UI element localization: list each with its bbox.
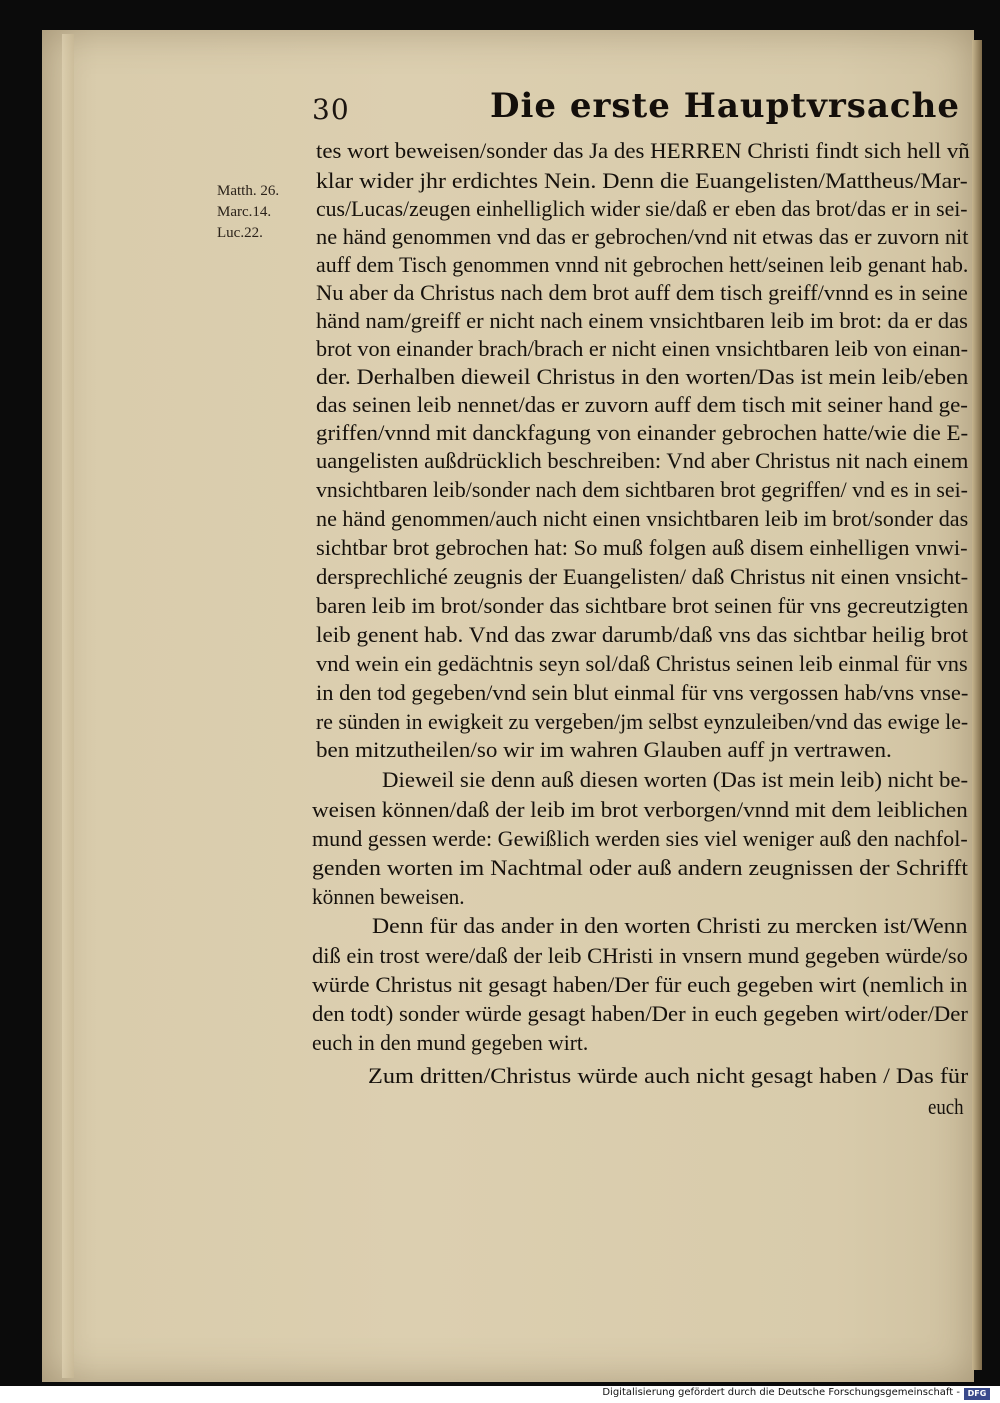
- text-line: leib genent hab. Vnd das zwar darumb/daß vns das sichtbar heilig brot: [316, 622, 969, 647]
- text-line: griffen/vnnd mit danckfagung von einander gebrochen hatte/wie die E-: [316, 420, 969, 445]
- text-line: würde Christus nit gesagt haben/Der für euch gegeben wirt (nemlich in: [312, 972, 968, 997]
- margin-note: Matth. 26.: [217, 183, 280, 199]
- text-line: uangelisten außdrücklich beschreiben: Vnd aber Christus nit nach einem: [316, 448, 969, 473]
- page-number: 30: [312, 93, 350, 126]
- text-line: baren leib im brot/sonder das sichtbare brot seinen für vns gecreutzigten: [316, 593, 969, 618]
- text-line: den todt) sonder würde gesagt haben/Der in euch gegeben wirt/oder/Der: [312, 1001, 968, 1026]
- text-line: weisen können/daß der leib im brot verborgen/vnnd mit dem leiblichen: [312, 797, 968, 822]
- margin-note: Luc.22.: [217, 225, 263, 241]
- text-line: diß ein trost were/daß der leib CHristi in vnsern mund gegeben würde/so: [312, 943, 968, 968]
- text-line: können beweisen.: [312, 884, 465, 909]
- margin-note: Marc.14.: [217, 204, 272, 220]
- text-line: händ nam/greiff er nicht nach einem vnsichtbaren leib im brot: da er das: [316, 308, 968, 333]
- text-line: der. Derhalben dieweil Christus in den worten/Das ist mein leib/eben: [316, 364, 969, 389]
- running-head: Die erste Hauptvrsache: [490, 86, 960, 126]
- text-line: ne händ genommen vnd das er gebrochen/vnd nit etwas das er zuvorn nit: [316, 224, 969, 249]
- text-line: Denn für das ander in den worten Christi zu mercken ist/Wenn: [372, 913, 968, 938]
- text-line: cus/Lucas/zeugen einhelliglich wider sie/daß er eben das brot/das er in sei-: [316, 196, 968, 221]
- page-gutter: [62, 34, 74, 1378]
- text-line: genden worten im Nachtmal oder auß andern zeugnissen der Schrifft: [312, 855, 968, 880]
- text-line: mund gessen werde: Gewißlich werden sies viel weniger auß den nachfol-: [312, 826, 968, 851]
- text-line: das seinen leib nennet/das er zuvorn auff dem tisch mit seiner hand ge-: [316, 392, 968, 417]
- text-line: euch: [928, 1094, 964, 1119]
- text-line: auff dem Tisch genommen vnnd nit gebrochen hett/seinen leib genant hab.: [316, 252, 969, 277]
- text-line: vnsichtbaren leib/sonder nach dem sichtbaren brot gegriffen/ vnd es in sei-: [316, 477, 968, 502]
- text-line: in den tod gegeben/vnd sein blut einmal für vns vergossen hab/vns vnse-: [316, 680, 969, 705]
- text-line: klar wider jhr erdichtes Nein. Denn die Euangelisten/Mattheus/Mar-: [316, 168, 968, 193]
- text-line: brot von einander brach/brach er nicht einen vnsichtbaren leib von einan-: [316, 336, 969, 361]
- text-line: Nu aber da Christus nach dem brot auff dem tisch greiff/vnnd es in seine: [316, 280, 968, 305]
- text-line: dersprechliché zeugnis der Euangelisten/ daß Christus nit einen vnsicht-: [316, 564, 969, 589]
- text-line: vnd wein ein gedächtnis seyn sol/daß Christus seinen leib einmal für vns: [316, 651, 968, 676]
- text-line: ne händ genommen/auch nicht einen vnsichtbaren leib im brot/sonder das: [316, 506, 969, 531]
- text-line: ben mitzutheilen/so wir im wahren Glauben auff jn vertrawen.: [316, 737, 892, 762]
- footer-credit: Digitalisierung gefördert durch die Deutsche Forschungsgemeinschaft -: [602, 1387, 960, 1398]
- text-line: euch in den mund gegeben wirt.: [312, 1030, 589, 1055]
- text-line: Zum dritten/Christus würde auch nicht gesagt haben / Das für: [368, 1063, 969, 1088]
- page-edge: [972, 40, 982, 1370]
- text-line: re sünden in ewigkeit zu vergeben/jm selbst eynzuleiben/vnd das ewige le-: [316, 709, 969, 734]
- dfg-logo: DFG: [964, 1388, 990, 1400]
- text-line: tes wort beweisen/sonder das Ja des HERREN Christi findt sich hell vñ: [316, 138, 970, 163]
- footer-bar: [0, 1386, 1000, 1403]
- text-line: Dieweil sie denn auß diesen worten (Das ist mein leib) nicht be-: [382, 767, 969, 792]
- text-line: sichtbar brot gebrochen hat: So muß folgen auß disem einhelligen vnwi-: [316, 535, 968, 560]
